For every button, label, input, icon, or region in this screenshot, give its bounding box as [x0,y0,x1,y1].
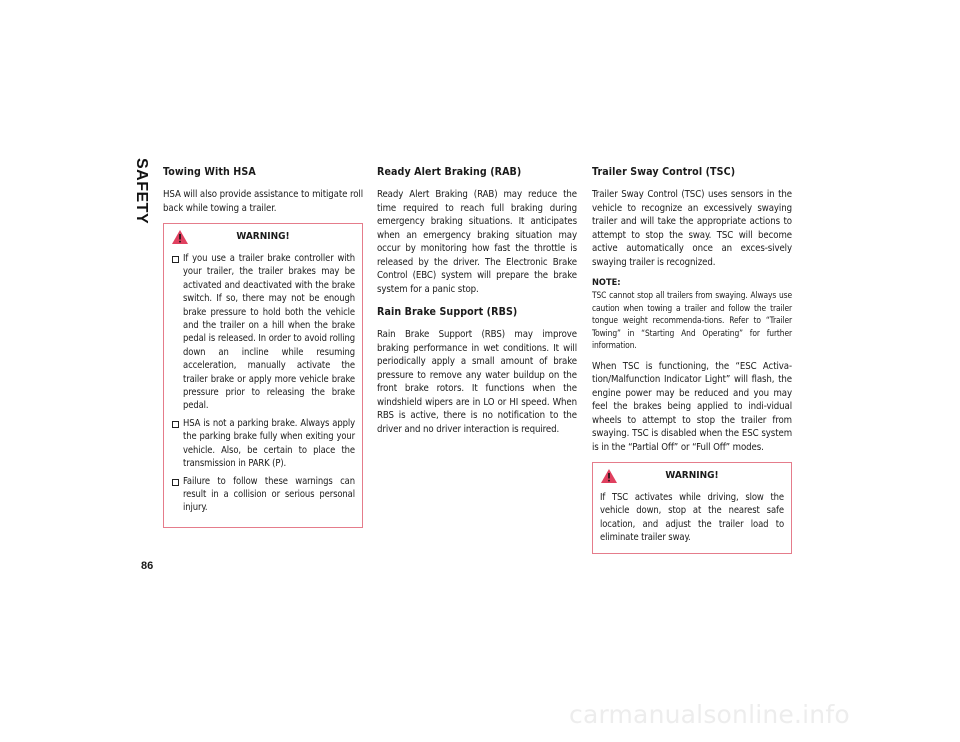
warning-item: Failure to follow these warnings can result in a collision or serious personal injury. [171,475,355,515]
warning-body: If TSC activates while driving, slow the vehicle down, stop at the nearest safe location, and adjust the trailer load to eliminate trailer sway. [600,492,784,544]
warning-header [171,230,355,248]
warning-box-tsc [592,462,792,554]
paragraph-tsc-intro: Trailer Sway Control (TSC) uses sensors in the vehicle to recognize an excessively swaying trailer and will take the appropriate actions to attempt to stop the sway. TSC will become active automatically once an exces-sively swaying trailer is recognized. [592,189,792,268]
heading-tsc: Trailer Sway Control (TSC) [592,166,736,178]
warning-item: HSA is not a parking brake. Always apply the parking brake fully when exiting your vehicle. Also, be certain to place the transmission in PARK (P). [171,417,355,471]
note-label: NOTE: [592,277,621,288]
paragraph-towing-hsa: HSA will also provide assistance to mitigate roll back while towing a trailer. [163,189,363,214]
warning-item: If you use a trailer brake controller with your trailer, the trailer brakes may be activated and deactivated with the brake switch. If so, there may not be enough brake pressure to hold both the vehicle and the trailer on a hill when the brake pedal is released. In order to avoid rolling down an incline while resuming acceleration, manually activate the trailer brake or apply more vehicle brake pressure prior to releasing the brake pedal. [171,252,355,413]
section-label: SAFETY [133,158,150,225]
paragraph-rbs: Rain Brake Support (RBS) may improve braking performance in wet conditions. It will periodically apply a small amount of brake pressure to remove any water buildup on the front brake rotors. It functions when the windshield wipers are in LO or HI speed. When RBS is active, there is no notification to the driver and no driver interaction is required. [377,329,577,435]
watermark: carmanualsonline.info [569,700,850,729]
paragraph-tsc-function: When TSC is functioning, the “ESC Activa-tion/Malfunction Indicator Light” will flash, the engine power may be reduced and you may feel the brakes being applied to indi-vidual wheels to attempt to stop the trailer from swaying. TSC is disabled when the ESC system is in the “Partial Off” or “Full Off” modes. [592,360,792,453]
section-tab [134,158,158,236]
page-number: 86 [141,560,154,572]
warning-title: WARNING! [665,470,719,481]
warning-title: WARNING! [236,231,290,242]
heading-rbs: Rain Brake Support (RBS) [377,306,518,318]
heading-rab: Ready Alert Braking (RAB) [377,166,522,178]
heading-towing-hsa: Towing With HSA [163,166,256,178]
paragraph-rab: Ready Alert Braking (RAB) may reduce the time required to reach full braking during emergency braking situations. It anticipates when an emergency braking situation may occur by monitoring how fast the throttle is released by the driver. The Electronic Brake Control (EBC) system will prepare the brake system for a panic stop. [377,189,577,295]
warning-header [600,469,784,487]
checkbox-bullet-icon [172,421,179,428]
note-text: TSC cannot stop all trailers from swaying. Always use caution when towing a trailer and follow the trailer tongue weight recommenda-tions. Refer to “Trailer Towing” in “Starting And Operating” for further information. [592,290,792,350]
checkbox-bullet-icon [172,256,179,263]
column-braking [377,166,577,444]
warning-box-hsa [163,223,363,528]
column-tsc [592,166,792,554]
warning-list [171,252,355,515]
checkbox-bullet-icon [172,479,179,486]
column-towing-hsa [163,166,363,528]
